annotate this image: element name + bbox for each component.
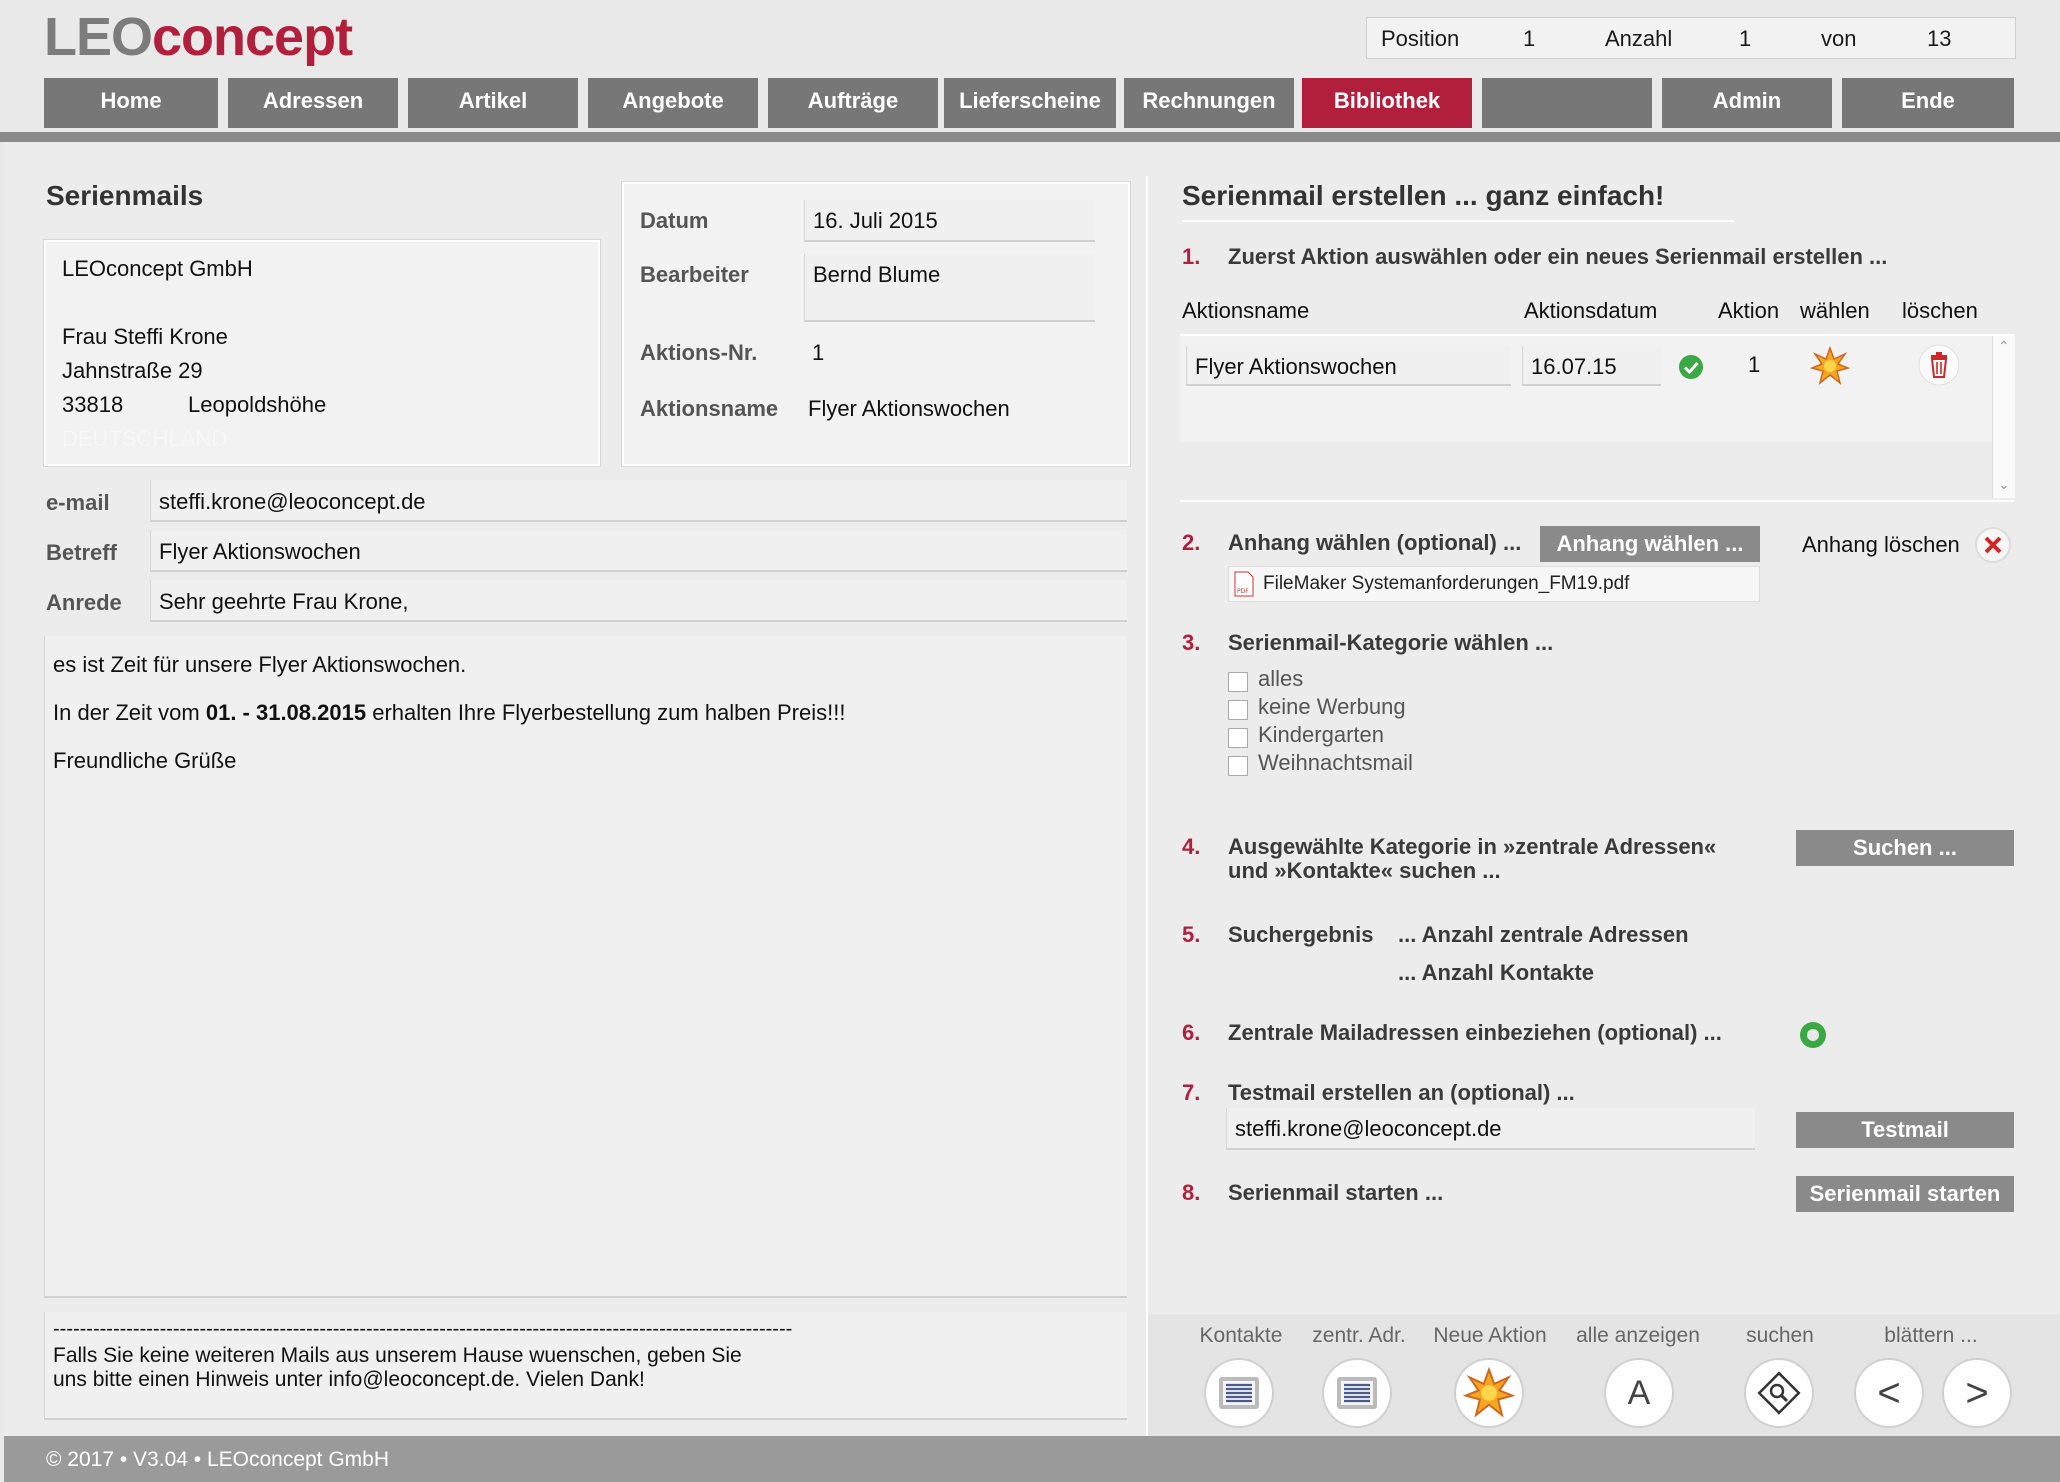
search-icon bbox=[1757, 1371, 1801, 1415]
address-country: DEUTSCHLAND bbox=[62, 426, 228, 451]
von-label: von bbox=[1821, 26, 1857, 51]
address-name: Frau Steffi Krone bbox=[62, 324, 228, 349]
scroll-down-icon[interactable]: ⌄ bbox=[1998, 476, 2010, 492]
mail-body-line-1: es ist Zeit für unsere Flyer Aktionswochen. bbox=[53, 652, 467, 677]
testmail-button[interactable]: Testmail bbox=[1796, 1112, 2014, 1148]
aktionsname-label: Aktionsname bbox=[640, 396, 779, 421]
panel-divider bbox=[1146, 176, 1148, 1436]
category-label-kindergarten: Kindergarten bbox=[1258, 722, 1384, 747]
row-date: 16.07.15 bbox=[1531, 354, 1617, 379]
step6-number: 6. bbox=[1182, 1020, 1201, 1045]
step8-text: Serienmail starten ... bbox=[1228, 1180, 1444, 1205]
table-row-empty bbox=[1180, 392, 1992, 442]
toolbar-label-alle: alle anzeigen bbox=[1576, 1324, 1700, 1347]
col-aktion: Aktion bbox=[1718, 298, 1780, 323]
category-checkbox-alles[interactable] bbox=[1228, 672, 1248, 692]
attachment-field[interactable] bbox=[1228, 566, 1760, 602]
betreff-label: Betreff bbox=[46, 540, 117, 565]
step8-number: 8. bbox=[1182, 1180, 1201, 1205]
step2-text: Anhang wählen (optional) ... bbox=[1228, 530, 1522, 555]
nav-adressen[interactable]: Adressen bbox=[228, 78, 398, 128]
anrede-label: Anrede bbox=[46, 590, 122, 615]
suchen-button[interactable]: Suchen ... bbox=[1796, 830, 2014, 866]
col-waehlen: wählen bbox=[1800, 298, 1870, 323]
mail-body-line-2 bbox=[53, 700, 845, 726]
bearbeiter-label: Bearbeiter bbox=[640, 262, 749, 287]
zentrale-adressen-button[interactable] bbox=[1324, 1360, 1390, 1426]
category-label-weihnachtsmail: Weihnachtsmail bbox=[1258, 750, 1413, 775]
step6-text: Zentrale Mailadressen einbeziehen (optional) ... bbox=[1228, 1020, 1722, 1045]
mail-body-editor[interactable] bbox=[44, 636, 1127, 1298]
toolbar-label-zentr: zentr. Adr. bbox=[1312, 1324, 1406, 1347]
neue-aktion-button[interactable] bbox=[1456, 1360, 1522, 1426]
step4-number: 4. bbox=[1182, 834, 1201, 859]
nav-auftraege[interactable]: Aufträge bbox=[768, 78, 938, 128]
scroll-up-icon[interactable]: ⌃ bbox=[1998, 338, 2010, 354]
nav-rechnungen[interactable]: Rechnungen bbox=[1124, 78, 1294, 128]
mail-footer-editor[interactable] bbox=[44, 1312, 1127, 1420]
toolbar-label-blaettern: blättern ... bbox=[1884, 1324, 1978, 1347]
anhang-loeschen-label: Anhang löschen bbox=[1802, 532, 1960, 557]
mail-body-line-2-pre: In der Zeit vom bbox=[53, 700, 206, 725]
attachment-name: FileMaker Systemanforderungen_FM19.pdf bbox=[1263, 573, 1630, 594]
kontakte-button[interactable] bbox=[1206, 1360, 1272, 1426]
right-title: Serienmail erstellen ... ganz einfach! bbox=[1182, 180, 1734, 222]
remove-attachment-icon[interactable] bbox=[1974, 526, 2012, 564]
status-check-icon bbox=[1678, 354, 1704, 380]
test-email-value: steffi.krone@leoconcept.de bbox=[1235, 1116, 1502, 1141]
toolbar-label-kontakte: Kontakte bbox=[1199, 1324, 1283, 1347]
category-label-keine-werbung: keine Werbung bbox=[1258, 694, 1406, 719]
svg-text:PDF: PDF bbox=[1237, 588, 1249, 595]
row-name: Flyer Aktionswochen bbox=[1195, 354, 1397, 379]
header-divider bbox=[0, 132, 2060, 142]
bearbeiter-value: Bernd Blume bbox=[813, 262, 941, 287]
new-star-icon bbox=[1463, 1367, 1515, 1419]
step5-number: 5. bbox=[1182, 922, 1201, 947]
anrede-field[interactable] bbox=[150, 580, 1127, 622]
nav-empty[interactable] bbox=[1482, 78, 1652, 128]
col-aktionsname: Aktionsname bbox=[1182, 298, 1310, 323]
result-count-contacts: ... Anzahl Kontakte bbox=[1398, 960, 1594, 985]
step3-text: Serienmail-Kategorie wählen ... bbox=[1228, 630, 1554, 655]
nav-admin[interactable]: Admin bbox=[1662, 78, 1832, 128]
email-value: steffi.krone@leoconcept.de bbox=[159, 489, 426, 514]
bearbeiter-field[interactable] bbox=[804, 254, 1095, 322]
alle-anzeigen-button[interactable]: A bbox=[1606, 1360, 1672, 1426]
nav-home[interactable]: Home bbox=[44, 78, 218, 128]
aktionsname-value: Flyer Aktionswochen bbox=[808, 396, 1010, 421]
col-aktionsdatum: Aktionsdatum bbox=[1524, 298, 1658, 323]
step3-number: 3. bbox=[1182, 630, 1201, 655]
include-toggle-icon[interactable] bbox=[1798, 1020, 1828, 1050]
step1-text: Zuerst Aktion auswählen oder ein neues Serienmail erstellen ... bbox=[1228, 244, 1888, 269]
mail-body-line-2-post: erhalten Ihre Flyerbestellung zum halben Preis!!! bbox=[366, 700, 846, 725]
footer-bar bbox=[4, 1436, 2060, 1482]
toolbar-label-suchen: suchen bbox=[1746, 1324, 1814, 1347]
datum-label: Datum bbox=[640, 208, 709, 233]
table-scrollbar[interactable] bbox=[1992, 336, 2015, 498]
category-label-alles: alles bbox=[1258, 666, 1304, 691]
address-street: Jahnstraße 29 bbox=[62, 358, 203, 383]
anzahl-value: 1 bbox=[1739, 26, 1752, 51]
serienmail-starten-button[interactable]: Serienmail starten bbox=[1796, 1176, 2014, 1212]
anzahl-label: Anzahl bbox=[1605, 26, 1673, 51]
category-checkbox-weihnachtsmail[interactable] bbox=[1228, 756, 1248, 776]
app-logo: LEOconcept bbox=[44, 7, 353, 67]
footer-text: © 2017 • V3.04 • LEOconcept GmbH bbox=[46, 1448, 390, 1471]
step2-number: 2. bbox=[1182, 530, 1201, 555]
list-icon bbox=[1335, 1375, 1379, 1411]
action-meta-box bbox=[622, 182, 1130, 466]
email-field[interactable] bbox=[150, 480, 1127, 522]
pdf-file-icon bbox=[1233, 571, 1255, 597]
von-value: 13 bbox=[1927, 26, 1952, 51]
step1-number: 1. bbox=[1182, 244, 1201, 269]
aktionsnr-value: 1 bbox=[812, 340, 825, 365]
address-city: Leopoldshöhe bbox=[188, 392, 327, 417]
action-table bbox=[1180, 334, 2014, 502]
suchen-tool-button[interactable] bbox=[1746, 1360, 1812, 1426]
nav-artikel[interactable]: Artikel bbox=[408, 78, 578, 128]
anrede-value: Sehr geehrte Frau Krone, bbox=[159, 589, 409, 614]
nav-angebote[interactable]: Angebote bbox=[588, 78, 758, 128]
row-date-field[interactable] bbox=[1522, 346, 1661, 386]
email-label: e-mail bbox=[46, 490, 110, 515]
position-label: Position bbox=[1381, 26, 1460, 51]
position-indicator bbox=[1366, 17, 2016, 59]
address-company: LEOconcept GmbH bbox=[62, 256, 253, 281]
list-icon bbox=[1217, 1375, 1261, 1411]
anhang-waehlen-button[interactable]: Anhang wählen ... bbox=[1540, 526, 1760, 562]
mail-body-line-2-bold: 01. - 31.08.2015 bbox=[205, 700, 367, 725]
row-name-field[interactable] bbox=[1186, 346, 1511, 386]
result-count-addresses: ... Anzahl zentrale Adressen bbox=[1398, 922, 1689, 947]
next-button[interactable]: > bbox=[1944, 1360, 2010, 1426]
category-checkbox-keine-werbung[interactable] bbox=[1228, 700, 1248, 720]
header bbox=[0, 0, 2060, 132]
betreff-value: Flyer Aktionswochen bbox=[159, 539, 361, 564]
datum-field[interactable] bbox=[804, 200, 1095, 242]
position-value: 1 bbox=[1523, 26, 1536, 51]
select-star-icon[interactable] bbox=[1810, 346, 1850, 386]
category-checkbox-kindergarten[interactable] bbox=[1228, 728, 1248, 748]
table-row[interactable] bbox=[1180, 336, 1992, 392]
mail-body-line-3: Freundliche Grüße bbox=[53, 748, 237, 773]
mail-footer-line-1: Falls Sie keine weiteren Mails aus unserem Hause wuenschen, geben Sie bbox=[53, 1344, 742, 1367]
address-zip: 33818 bbox=[62, 392, 124, 417]
mail-footer-dashes: --------------------------------------------------------------------------------------------------------------- bbox=[53, 1318, 793, 1340]
nav-lieferscheine[interactable]: Lieferscheine bbox=[944, 78, 1116, 128]
nav-ende[interactable]: Ende bbox=[1842, 78, 2014, 128]
row-aktion: 1 bbox=[1748, 352, 1761, 377]
step5-text: Suchergebnis bbox=[1228, 922, 1374, 947]
toolbar-label-neue-aktion: Neue Aktion bbox=[1433, 1324, 1547, 1347]
step7-number: 7. bbox=[1182, 1080, 1201, 1105]
col-loeschen: löschen bbox=[1902, 298, 1978, 323]
delete-trash-icon[interactable] bbox=[1918, 344, 1960, 386]
test-email-field[interactable] bbox=[1226, 1108, 1755, 1150]
step4-line-2: und »Kontakte« suchen ... bbox=[1228, 858, 1501, 883]
betreff-field[interactable] bbox=[150, 530, 1127, 572]
address-box bbox=[44, 240, 600, 466]
mail-footer-line-2: uns bitte einen Hinweis unter info@leoconcept.de. Vielen Dank! bbox=[53, 1368, 645, 1391]
step4-line-1: Ausgewählte Kategorie in »zentrale Adressen« bbox=[1228, 834, 1717, 859]
previous-button[interactable]: < bbox=[1856, 1360, 1922, 1426]
datum-value: 16. Juli 2015 bbox=[813, 208, 938, 233]
page-title: Serienmails bbox=[46, 180, 204, 211]
nav-bibliothek[interactable]: Bibliothek bbox=[1302, 78, 1472, 128]
step7-text: Testmail erstellen an (optional) ... bbox=[1228, 1080, 1575, 1105]
aktionsnr-label: Aktions-Nr. bbox=[640, 340, 758, 365]
